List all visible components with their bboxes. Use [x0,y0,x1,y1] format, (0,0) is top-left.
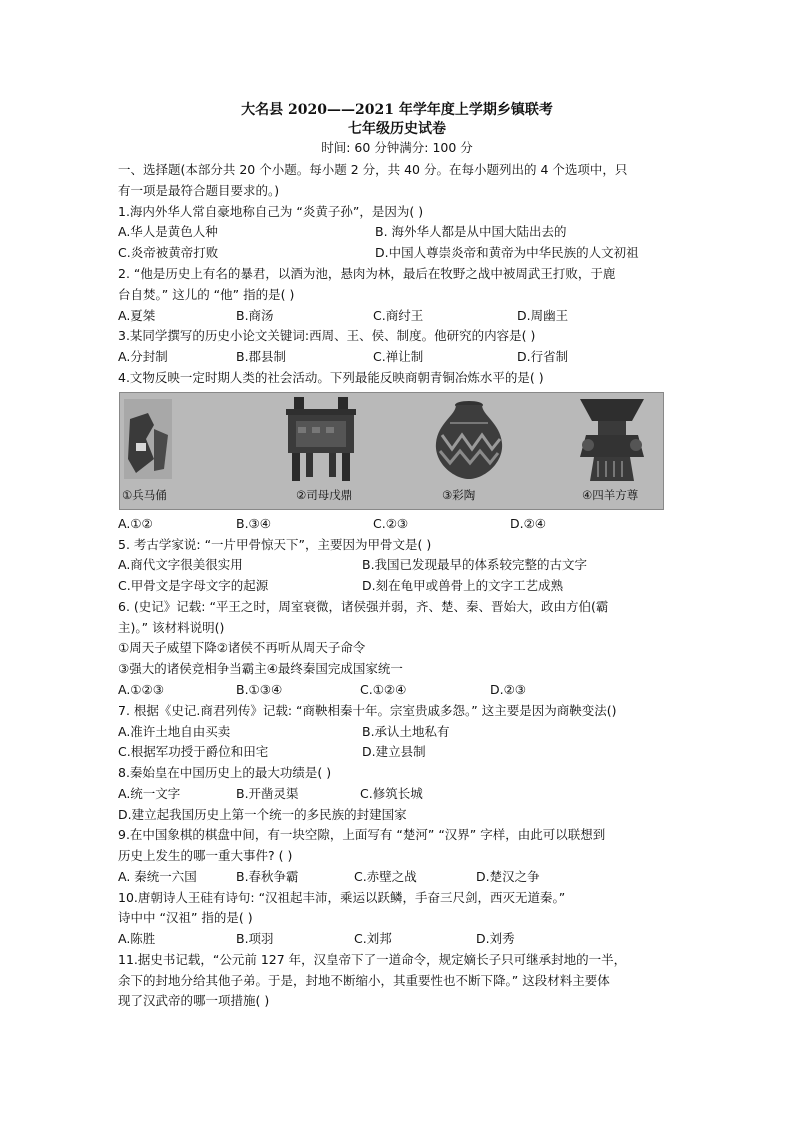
q9-stem-line1: 9.在中国象棋的棋盘中间，有一块空隙，上面写有 “楚河” “汉界” 字样，由此可以联想到 [118,827,606,842]
q2-stem-line1: 2. “他是历史上有名的暴君，以酒为池，悬肉为林，最后在牧野之战中被周武王打败，于鹿 [118,266,616,281]
q11-stem-line3: 现了汉武帝的哪一项措施( ) [118,993,270,1008]
artifact-caption-3: ③彩陶 [442,488,476,502]
q10-stem-line2: 诗中中 “汉祖” 指的是( ) [118,910,253,925]
q7-option-b: B.承认土地私有 [362,724,450,739]
simuwu-ding-image [276,397,366,483]
q3-stem: 3.某同学撰写的历史小论文关键词:西周、王、侯、制度。他研究的内容是( ) [118,328,536,343]
q7-option-a: A.准许土地自由买卖 [118,724,231,739]
q8-option-a: A.统一文字 [118,786,181,801]
q7-option-c: C.根据军功授于爵位和田宅 [118,744,269,759]
four-ram-zun-image [572,397,652,483]
q5-stem: 5. 考古学家说: “一片甲骨惊天下”，主要因为甲骨文是( ) [118,537,432,552]
q9-option-c: C.赤壁之战 [354,869,417,884]
q9-option-a: A. 秦统一六国 [118,869,197,884]
artifact-caption-2: ②司母戊鼎 [296,488,353,502]
q8-option-c: C.修筑长城 [360,786,423,801]
q10-option-a: A.陈胜 [118,931,156,946]
q1-option-c: C.炎帝被黄帝打败 [118,245,219,260]
q2-option-d: D.周幽王 [517,308,569,323]
q4-option-b: B.③④ [236,516,271,531]
q6-option-a: A.①②③ [118,682,164,697]
q2-stem-line2: 台自焚。” 这儿的 “他” 指的是( ) [118,287,295,302]
q10-stem-line1: 10.唐朝诗人王硅有诗句: “汉祖起丰沛，乘运以跃鳞，手奋三尺剑，西灭无道秦。” [118,890,566,905]
q3-option-a: A.分封制 [118,349,168,364]
q1-option-d: D.中国人尊崇炎帝和黄帝为中华民族的人文初祖 [375,245,639,260]
q4-option-a: A.①② [118,516,153,531]
q3-option-b: B.郡县制 [236,349,287,364]
q4-option-c: C.②③ [373,516,409,531]
q11-stem-line2: 余下的封地分给其他子弟。于是，封地不断缩小，其重要性也不断下降。” 这段材料主要体 [118,973,610,988]
q8-stem: 8.秦始皇在中国历史上的最大功绩是( ) [118,765,332,780]
q4-option-d: D.②④ [510,516,547,531]
q10-option-b: B.项羽 [236,931,274,946]
q6-stem-line1: 6. (史记》记载: “平王之时，周室衰微，诸侯强并弱，齐、楚、秦、晋始大，政由方伯(霸 [118,599,609,614]
q5-option-c: C.甲骨文是字母文字的起源 [118,578,269,593]
q3-option-c: C.禅让制 [373,349,424,364]
q1-option-a: A.华人是黄色人种 [118,224,218,239]
q7-stem: 7. 根据《史记.商君列传》记载: “商鞅相秦十年。宗室贵戚多怨。” 这主要是因为商鞅变法() [118,703,617,718]
q7-option-d: D.建立县制 [362,744,426,759]
painted-pottery-image [430,399,508,483]
q6-option-d: D.②③ [490,682,527,697]
artifacts-figure [119,392,664,510]
q2-option-b: B.商汤 [236,308,274,323]
q3-option-d: D.行省制 [517,349,569,364]
q1-stem: 1.海内外华人常自豪地称自己为 “炎黄子孙”，是因为( ) [118,204,424,219]
q6-option-b: B.①③④ [236,682,283,697]
q4-stem: 4.文物反映一定时期人类的社会活动。下列最能反映商朝青铜冶炼水平的是( ) [118,370,544,385]
q6-stem-line2: 主)。” 该材料说明() [118,620,225,635]
q10-option-c: C.刘邦 [354,931,392,946]
artifact-caption-1: ①兵马俑 [122,488,167,502]
exam-meta: 时间: 60 分钟满分: 100 分 [321,140,473,155]
q6-item-line1: ①周天子威望下降②诸侯不再听从周天子命令 [118,640,366,655]
exam-title: 大名县 2020——2021 年学年度上学期乡镇联考 [241,102,553,118]
q6-option-c: C.①②④ [360,682,407,697]
q9-option-d: D.楚汉之争 [476,869,540,884]
q11-stem-line1: 11.据史书记载，“公元前 127 年，汉皇帝下了一道命令，规定嫡长子只可继承封地的一半， [118,952,627,967]
terracotta-warrior-image [124,399,172,479]
section-instructions-line2: 有一项是最符合题目要求的。) [118,183,280,198]
q5-option-b: B.我国已发现最早的体系较完整的古文字 [362,557,588,572]
exam-subtitle: 七年级历史试卷 [348,121,446,137]
q10-option-d: D.刘秀 [476,931,515,946]
q1-option-b: B. 海外华人都是从中国大陆出去的 [375,224,567,239]
q8-option-b: B.开凿灵渠 [236,786,299,801]
q5-option-d: D.刻在龟甲或兽骨上的文字工艺成熟 [362,578,564,593]
q6-item-line2: ③强大的诸侯竞相争当霸主④最终秦国完成国家统一 [118,661,403,676]
artifact-caption-4: ④四羊方尊 [582,488,639,502]
section-instructions-line1: 一、选择题(本部分共 20 个小题。每小题 2 分，共 40 分。在每小题列出的 4 个选项中，只 [118,162,628,177]
q9-stem-line2: 历史上发生的哪一重大事件? ( ) [118,848,293,863]
q5-option-a: A.商代文字很美很实用 [118,557,243,572]
q2-option-c: C.商纣王 [373,308,424,323]
q9-option-b: B.春秋争霸 [236,869,299,884]
q8-option-d: D.建立起我国历史上第一个统一的多民族的封建国家 [118,807,407,822]
q2-option-a: A.夏桀 [118,308,156,323]
